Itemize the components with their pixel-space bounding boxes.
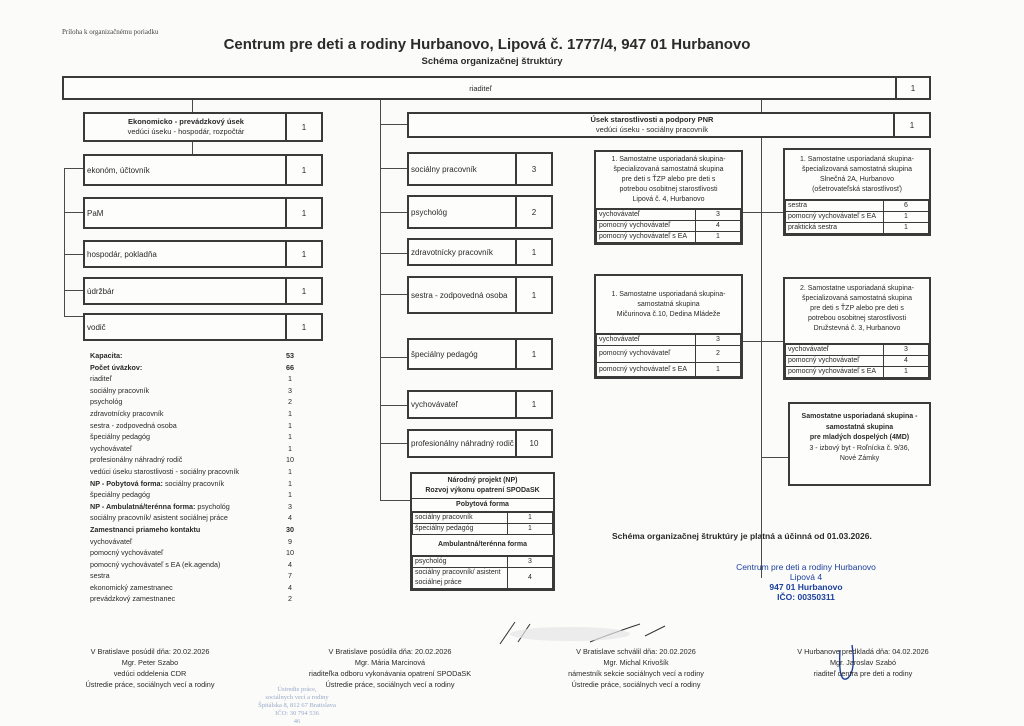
signature-org: Ústredie práce, sociálnych vecí a rodiny [85,680,215,689]
group-row-count: 1 [884,212,929,223]
stat-label: prevádzkový zamestnanec [90,594,176,604]
stat-label: vychovávateľ [90,536,133,546]
group-row-count: 1 [696,363,741,377]
economic-section-title: Ekonomicko - prevádzkový úsek [128,117,244,126]
stat-value: 30 [286,524,294,534]
item-count: 1 [515,340,551,368]
care-item [407,429,553,458]
connector-line [761,212,783,213]
care-section-head [407,112,931,138]
economic-section-head [83,112,323,142]
connector-line [64,254,83,255]
document-subtitle [0,56,1024,67]
group-table [785,200,929,234]
stat-value: 10 [286,548,294,558]
table-row [597,346,741,363]
group-row-count: 1 [884,367,929,378]
signature-org: Ústredie práce, sociálnych vecí a rodiny [571,680,701,689]
stat-label: riaditeľ [90,374,112,384]
group-head-line: Družstevná č. 3, Hurbanovo [813,325,901,332]
connector-line [380,212,407,213]
stat-label-suffix: sociálny pracovník [162,478,225,488]
np-row-count: 4 [508,568,553,589]
np-row-label: špeciálny pedagóg [413,524,508,535]
np-title-2: Rozvoj výkonu opatrení SPODaSK [425,487,540,494]
stat-row [90,512,300,524]
table-row [786,201,929,212]
group-row-label: praktická sestra [786,223,884,234]
group-row-label: pomocný vychovávateľ s EA [786,212,884,223]
stat-row [90,582,300,594]
stat-row [90,501,300,513]
group-row-label: pomocný vychovávateľ [597,221,696,232]
group-row-count: 1 [884,223,929,234]
group-row-label: pomocný vychovávateľ s EA [786,367,884,378]
signature-role: námestník sekcie sociálnych vecí a rodiny [568,669,704,678]
document-subtitle-text: Schéma organizačnej štruktúry [421,56,563,67]
group-head [596,276,741,334]
connector-line [761,457,791,458]
np-amb-table [412,556,553,589]
economic-section-head-role: vedúci úseku - hospodár, rozpočtár [127,127,245,136]
stat-label: psychológ [90,397,123,407]
stat-label: špeciálny pedagóg [90,490,150,500]
connector-line [380,443,407,444]
young-adults-line: Nové Zámky [839,455,880,462]
group-row-label: pomocný vychovávateľ [597,346,696,363]
np-row-label: sociálny pracovník/ asistent sociálnej práce [413,568,508,589]
stat-label-group [90,501,230,513]
stat-row [90,443,300,455]
stat-label: sestra - zodpovedná osoba [90,420,177,430]
group-row-label: sestra [786,201,884,212]
stat-label: Počet úväzkov: [90,362,143,372]
table-row [786,367,929,378]
group-head-line: 2. Samostatne usporiadaná skupina- [799,285,915,292]
care-item [407,152,553,186]
item-label: PaM [87,208,104,218]
stat-value: 66 [286,362,294,372]
stamp-line: Lipová 4 [789,572,823,582]
connector-line [380,124,408,125]
item-label: psychológ [411,207,448,217]
economic-head-count: 1 [285,114,321,140]
stat-value: 1 [288,408,292,418]
stat-value: 9 [288,536,292,546]
national-project-box [410,472,555,591]
np-row-label: psychológ [413,557,508,568]
signature-date: V Bratislave posúdila dňa: 20.02.2026 [328,647,452,656]
stat-value: 3 [288,385,292,395]
stat-label: sociálny pracovník/ asistent sociálnej práce [90,513,228,523]
signature-date: V Hurbanove predkladá dňa: 04.02.2026 [797,647,929,656]
stamp-line: IČO: 00350311 [777,592,835,602]
item-label: údržbár [87,286,115,296]
stat-label: ekonomický zamestnanec [90,582,173,592]
stamp-line: Centrum pre deti a rodiny Hurbanovo [736,562,876,572]
item-label: vychovávateľ [411,400,458,409]
signature-date: V Bratislave schválil dňa: 20.02.2026 [576,647,696,656]
item-label: špeciálny pedagóg [411,349,478,359]
signature-block [775,646,951,679]
table-row [786,223,929,234]
young-adults-line: samostatná skupina [825,423,894,431]
stat-row [90,362,300,374]
table-row [413,557,553,568]
table-row [597,363,741,377]
stat-row [90,466,300,478]
group-head-line: (ošetrovateľská starostlivosť) [812,186,902,193]
young-adults-line: pre mladých dospelých (4MD) [809,434,910,441]
item-label: profesionálny náhradný rodič [411,438,514,448]
care-item [407,338,553,370]
group-row-label: pomocný vychovávateľ s EA [597,232,696,243]
item-count: 2 [515,197,551,227]
stat-label-suffix: psychológ [195,501,230,511]
stat-value: 1 [288,443,292,453]
np-row-count: 1 [508,524,553,535]
group-table [596,334,741,377]
stat-label: pomocný vychovávateľ [90,548,164,558]
stamp-line: 947 01 Hurbanovo [769,582,843,592]
np-amb-title: Ambulantná/terénna forma [412,535,553,556]
stat-row [90,350,300,362]
connector-line [761,138,762,578]
group-row-count: 6 [884,201,929,212]
item-count: 1 [515,278,551,312]
stat-label: Kapacita: [90,351,123,360]
item-label: ekonóm, účtovník [87,165,150,175]
np-title: Národný projekt (NP) [447,477,518,484]
stat-label: vedúci úseku starostlivosti - sociálny pracovník [90,466,240,476]
group-row-count: 3 [696,210,741,221]
group-row-count: 2 [696,346,741,363]
stat-value: 10 [286,455,294,465]
stat-value: 1 [288,466,292,476]
item-label: sociálny pracovník [411,164,477,174]
stat-label: špeciálny pedagóg [90,432,150,442]
stat-row [90,489,300,501]
stat-label: pomocný vychovávateľ s EA (ek.agenda) [90,559,221,569]
faint-stamp-line: sociálnych vecí a rodiny [265,694,329,701]
table-row [413,513,553,524]
item-count: 1 [285,199,321,227]
signature-block [66,646,234,690]
care-item [407,390,553,419]
signature-name: Mgr. Jaroslav Szabó [829,658,897,667]
group-head-line: špecializovaná samostatná skupina [613,166,724,173]
faint-stamp-line: 46 [293,718,301,725]
group-row-count: 3 [696,335,741,346]
care-section-head-role: vedúci úseku - sociálny pracovník [595,125,709,134]
stat-value: 2 [288,594,292,604]
annex-note: Príloha k organizačnému poriadku [62,28,159,36]
item-label: sestra - zodpovedná osoba [411,290,508,300]
stat-row [90,385,300,397]
connector-line [64,316,83,317]
young-adults-line: Samostatne usporiadaná skupina - [801,413,918,420]
group-box-slnecna [783,148,931,236]
stat-value: 4 [288,582,292,592]
connector-line [64,168,83,169]
connector-line [64,168,65,316]
stat-row [90,373,300,385]
group-head-line: Slnečná 2A, Hurbanovo [820,176,894,183]
stat-label: NP - Ambulatná/terénna forma: [90,501,196,511]
stat-value: 1 [288,490,292,500]
item-count: 1 [285,315,321,339]
item-count: 3 [515,154,551,184]
table-row [413,568,553,589]
stat-label: Zamestnanci priameho kontaktu [90,524,201,534]
faint-stamp [238,686,356,726]
group-head-line: 1. Samostatne usporiadaná skupina- [611,156,726,163]
table-row [786,345,929,356]
group-head-line: 1. Samostatne usporiadaná skupina- [799,156,915,163]
group-row-label: vychovávateľ [786,345,884,356]
group-head [596,152,741,209]
group-head-line: Mičurinova č.10, Dedina Mládeže [616,311,721,318]
group-box-micurinova [594,274,743,379]
connector-line [64,290,83,291]
table-row [597,232,741,243]
economic-item [83,313,323,341]
care-section-title: Úsek starostlivosti a podpory PNR [590,115,714,124]
stat-value: 4 [288,513,292,523]
item-count: 1 [285,279,321,303]
economic-item [83,197,323,229]
item-count: 1 [285,156,321,184]
group-row-count: 4 [696,221,741,232]
stat-row [90,431,300,443]
item-label: vodič [87,322,106,332]
document-title [0,36,1024,53]
stat-label-group [90,478,224,490]
group-box-druzstevna [783,277,931,380]
item-label: zdravotnícky pracovník [411,247,493,257]
group-row-label: vychovávateľ [597,335,696,346]
connector-line [380,294,407,295]
table-row [413,524,553,535]
connector-line [380,405,407,406]
stat-value: 1 [288,478,292,488]
care-item [407,195,553,229]
faint-stamp-line: Ústredie práce, [277,686,317,693]
stat-row [90,570,300,582]
signature-org: Ústredie práce, sociálnych vecí a rodiny [325,680,455,689]
group-head-line: špecializovaná samostatná skupina [801,166,913,173]
connector-line [64,212,83,213]
group-head-line: potrebou osobitnej starostlivosti [807,315,907,322]
np-row-count: 1 [508,513,553,524]
group-row-label: vychovávateľ [597,210,696,221]
group-table [596,209,741,243]
group-box-lipova [594,150,743,245]
signature-name: Mgr. Mária Marcinová [354,658,426,667]
group-row-count: 3 [884,345,929,356]
connector-line [380,500,410,501]
group-row-count: 4 [884,356,929,367]
economic-item [83,154,323,186]
stat-label: NP - Pobytová forma: [90,478,163,488]
group-head-line: pre deti s ŤZP alebo pre deti s [810,305,904,312]
validity-statement: Schéma organizačnej štruktúry je platná a účinná od 01.03.2026. [612,531,872,541]
group-row-label: pomocný vychovávateľ s EA [597,363,696,377]
group-box-young-adults [788,402,931,486]
stat-row [90,478,300,490]
stat-label: sociálny pracovník [90,385,150,395]
stat-value: 3 [288,501,292,511]
connector-line [192,100,193,112]
stat-row [90,454,300,466]
stat-value: 1 [288,420,292,430]
connector-line [380,253,407,254]
stat-label: sestra [90,571,110,581]
signature-name: Mgr. Michal Krivošík [603,658,669,667]
stat-row [90,420,300,432]
signature-role: vedúci oddelenia CDR [113,669,187,678]
care-item [407,238,553,266]
group-head-line: špecializovaná samostatná skupina [801,295,913,302]
faint-stamp-line: IČO: 30 794 536 [275,710,319,717]
group-row-count: 1 [696,232,741,243]
table-row [597,210,741,221]
group-head-line: potrebou osobitnej starostlivosti [619,186,718,193]
connector-line [380,357,407,358]
item-count: 10 [515,431,551,456]
stat-label: vychovávateľ [90,443,133,453]
faint-stamp-line: Špitálska 8, 812 67 Bratislava [258,702,336,709]
connector-line [192,142,193,154]
signature-role: riaditeľ centra pre deti a rodiny [813,669,913,678]
stat-row [90,408,300,420]
group-head-line: Lipová č. 4, Hurbanovo [632,196,705,203]
signature-scribble-icon [440,618,680,646]
np-row-count: 3 [508,557,553,568]
group-head-line: pre deti s ŤZP alebo pre deti s [621,176,716,183]
group-head [785,150,929,200]
group-table [785,344,929,378]
table-row [786,212,929,223]
connector-line [380,100,381,500]
np-row-label: sociálny pracovník [413,513,508,524]
signature-date: V Bratislave posúdil dňa: 20.02.2026 [90,647,210,656]
table-row [597,335,741,346]
stat-row [90,396,300,408]
stat-value: 7 [288,571,292,581]
document-title-text: Centrum pre deti a rodiny Hurbanovo, Lipová č. 1777/4, 947 01 Hurbanovo [223,36,751,53]
signature-block [290,646,490,690]
stat-row [90,547,300,559]
stat-value: 4 [288,559,292,569]
economic-item [83,240,323,268]
group-head-line: samostatná skupina [637,301,700,308]
staff-statistics [90,350,300,605]
group-head-line: 1. Samostatne usporiadaná skupina- [611,291,726,298]
item-count: 1 [515,240,551,264]
stat-row [90,593,300,605]
group-head [785,279,929,344]
stat-row [90,536,300,548]
item-label: hospodár, pokladňa [87,249,157,259]
stat-value: 1 [288,374,292,384]
stat-value: 1 [288,432,292,442]
stat-row [90,524,300,536]
signature-name: Mgr. Peter Szabo [121,658,179,667]
connector-line [380,168,407,169]
item-count: 1 [515,392,551,417]
signature-block [548,646,724,690]
stat-row [90,559,300,571]
table-row [597,221,741,232]
care-head-count: 1 [893,114,929,136]
organization-stamp [726,562,886,602]
stat-label: profesionálny náhradný rodič [90,455,183,465]
economic-item [83,277,323,305]
care-item [407,276,553,314]
table-row [786,356,929,367]
group-row-label: pomocný vychovávateľ [786,356,884,367]
signature-role: riaditeľka odboru vykonávania opatrení SPODaSK [308,669,472,678]
np-stay-title: Pobytová forma [412,499,553,512]
np-stay-table [412,512,553,535]
connector-line [761,341,783,342]
director-box [62,76,931,100]
director-label: riaditeľ [469,83,492,93]
director-count: 1 [895,78,929,98]
young-adults-line: 3 - izbový byt - Roľnícka č. 9/36, [809,444,910,452]
stat-value: 53 [286,351,294,360]
stat-value: 2 [288,397,292,407]
stat-label: zdravotnícky pracovník [90,408,164,418]
item-count: 1 [285,242,321,266]
